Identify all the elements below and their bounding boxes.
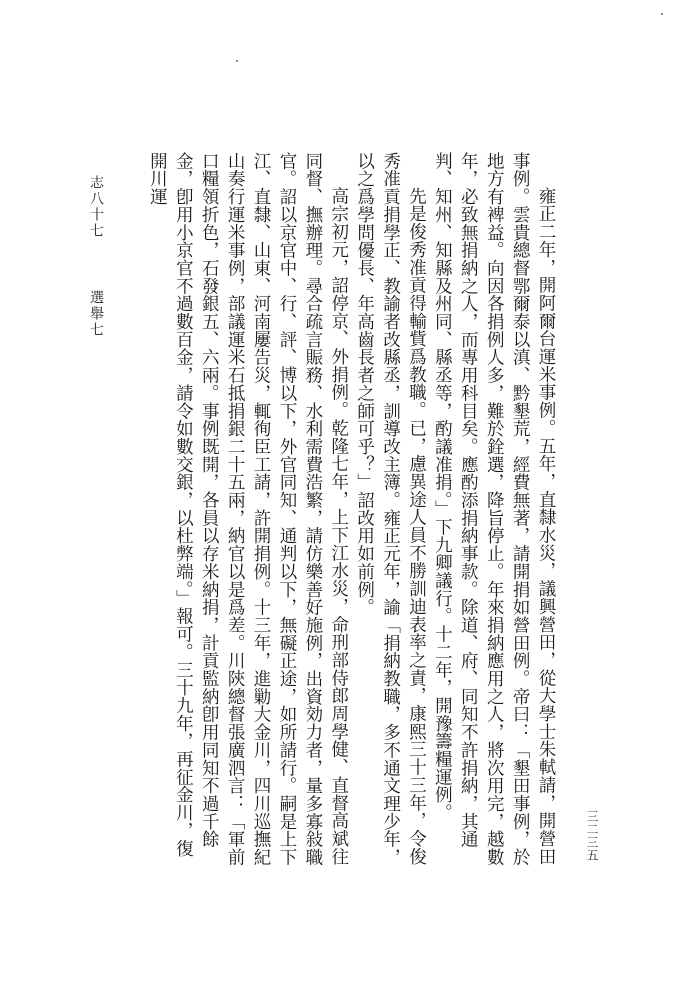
page-number: 三二三五 bbox=[585, 810, 599, 862]
paragraph-3: 高宗初元，詔停京、外捐例。乾隆七年，上下江水災，命刑部侍郎周學健、直督高斌往同督、撫辦理。尋合疏言賑務、水利需費浩繁，請仿樂善好施例，出資効力者，量多寡敍職官。詔以京官中、行、評、博以下，外官同知、通判以下，無礙正途，如所請行。嗣是上下江、直隸、山東、河南屢告災，輒徇臣工請，許開捐例。十三年，進勦大金川，四川巡撫紀山奏行運米事例，部議運米石抵捐銀二十五兩，納官以是爲差。川陝總督張廣泗言：「軍前口糧領折色，石發銀五、六兩。事例既開，各員以存米納捐，計貢監納卽用同知不過千餘金，卽用小京官不過數百金，請令如數交銀，以杜弊端。」報可。三十九年，再征金川，復開川運 bbox=[147, 152, 349, 866]
paragraph-1: 雍正二年，開阿爾台運米事例。五年，直隸水災，議興營田，從大學士朱軾請，開營田事例。雲貴總督鄂爾泰以滇、黔墾荒，經費無著，請開捐如營田例。帝曰：「墾田事例，於地方有裨益。向因各捐例人多，難於銓選，降旨停止。年來捐納應用之人，將次用完，越數年，必致無捐納之人，而專用科目矣。應酌添捐納事款。除道、府、同知不許捐納，其通判、知州、知縣及州同、縣丞等，酌議准捐。」下九卿議行。十二年，開豫籌糧運例。 bbox=[432, 152, 556, 866]
volume-label: 志八十七 bbox=[88, 175, 104, 239]
print-speck bbox=[661, 13, 663, 15]
section-label: 選舉七 bbox=[88, 290, 104, 338]
main-text-block bbox=[118, 152, 558, 872]
paragraph-2: 先是俊秀准貢得輸貲爲教職。已，慮異途人員不勝訓迪表率之責，康熙三十三年，令俊秀准貢捐學正、教諭者改縣丞，訓導改主簿。雍正元年，諭「捐納教職，多不通文理少年，以之爲學問優長、年高齒長者之師可乎？」詔改用如前例。 bbox=[354, 152, 427, 866]
print-speck bbox=[236, 60, 238, 62]
